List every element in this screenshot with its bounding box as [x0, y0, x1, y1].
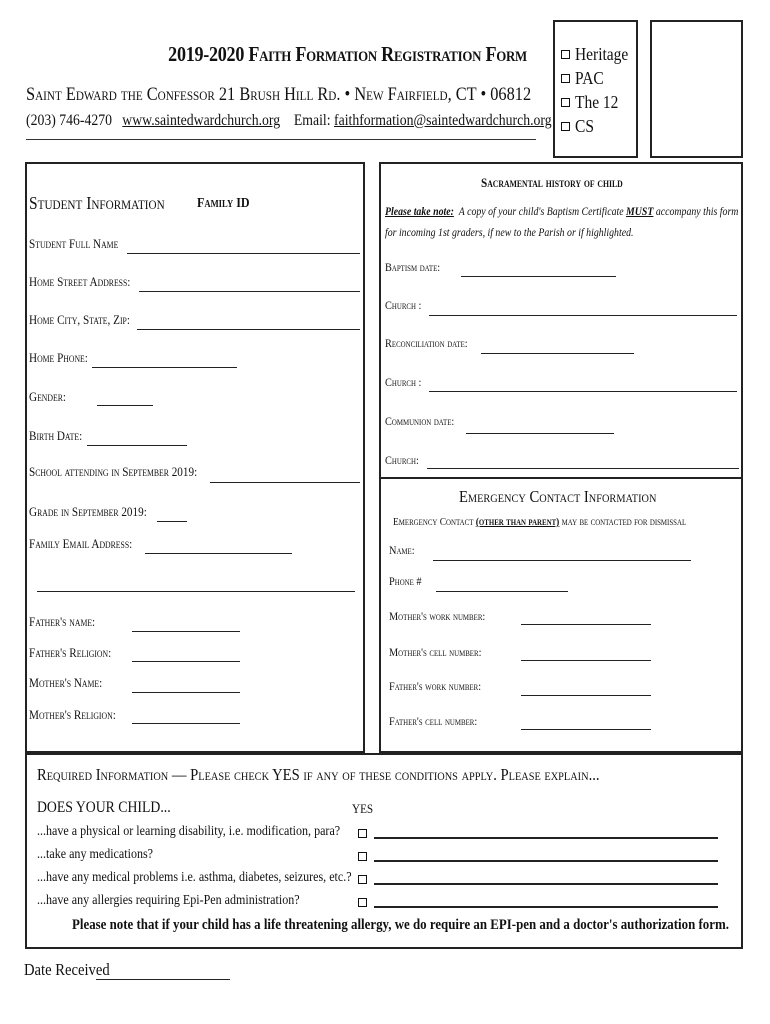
baptism-date-label: Baptism date: — [385, 260, 441, 274]
email-label: Email: — [293, 112, 331, 129]
mother-religion-field[interactable] — [132, 723, 240, 724]
student-heading: Student Information — [29, 193, 165, 213]
family-email-field-2[interactable] — [37, 591, 355, 592]
required-heading: Required Information — Please check YES if any of these conditions apply. Please explain... — [37, 765, 600, 784]
father-religion-label: Father's Religion: — [29, 645, 112, 660]
website-link[interactable]: www.saintedwardchurch.org — [122, 112, 281, 129]
header-divider — [26, 139, 536, 140]
date-received-field[interactable] — [96, 979, 230, 980]
school-label: School attending in September 2019: — [29, 464, 198, 479]
street-label: Home Street Address: — [29, 274, 131, 289]
required-information-panel — [25, 753, 743, 949]
parish-phone: (203) 746-4270 — [26, 112, 112, 129]
father-cell-label: Father's cell number: — [389, 714, 478, 728]
allergies-explain-field[interactable] — [374, 906, 718, 908]
emergency-sub-1: Emergency Contact — [393, 516, 474, 528]
question-disability: ...have a physical or learning disability, i.e. modification, para? — [37, 824, 341, 839]
date-received-label: Date Received — [24, 960, 110, 979]
mother-work-label: Mother's work number: — [389, 609, 486, 623]
pac-checkbox[interactable] — [561, 74, 570, 83]
family-email-label: Family Email Address: — [29, 536, 133, 551]
the12-checkbox[interactable] — [561, 98, 570, 107]
heritage-checkbox[interactable] — [561, 50, 570, 59]
gender-field[interactable] — [97, 405, 153, 406]
church-2-label: Church : — [385, 375, 422, 389]
church-1-label: Church : — [385, 298, 422, 312]
office-use-box — [650, 20, 743, 158]
street-field[interactable] — [139, 291, 360, 292]
allergies-yes-checkbox[interactable] — [358, 898, 367, 907]
medications-yes-checkbox[interactable] — [358, 852, 367, 861]
parish-address: Saint Edward the Confessor 21 Brush Hill Rd. • New Fairfield, CT • 06812 — [26, 84, 532, 105]
emergency-subtitle — [393, 516, 686, 528]
question-medical-problems: ...have any medical problems i.e. asthma, diabetes, seizures, etc.? — [37, 870, 352, 885]
emergency-contact-panel — [379, 479, 743, 753]
does-your-child-label: DOES YOUR CHILD... — [37, 799, 171, 816]
home-phone-field[interactable] — [92, 367, 237, 368]
email-link[interactable]: faithformation@saintedwardchurch.org — [334, 112, 552, 129]
mother-cell-label: Mother's cell number: — [389, 645, 482, 659]
sacramental-history-panel — [379, 162, 743, 479]
note-label: Please take note: — [385, 204, 454, 218]
birth-date-label: Birth Date: — [29, 428, 83, 443]
epipen-footnote: Please note that if your child has a life threatening allergy, we do require an EPI-pen and a doctor's authorization form. — [72, 917, 729, 933]
father-religion-field[interactable] — [132, 661, 240, 662]
communion-date-field[interactable] — [466, 433, 614, 434]
grade-field[interactable] — [157, 521, 187, 522]
question-medications: ...take any medications? — [37, 847, 154, 862]
mother-name-label: Mother's Name: — [29, 675, 103, 690]
family-email-field[interactable] — [145, 553, 292, 554]
emergency-sub-bold: (other than parent) — [475, 516, 560, 528]
pac-label: PAC — [575, 68, 604, 88]
emergency-name-field[interactable] — [433, 560, 691, 561]
full-name-label: Student Full Name — [29, 236, 119, 251]
full-name-field[interactable] — [127, 253, 360, 254]
note-text-3: for incoming 1st graders, if new to the Parish or if highlighted. — [385, 225, 634, 239]
contact-line — [26, 112, 552, 130]
gender-label: Gender: — [29, 389, 66, 404]
reconciliation-date-field[interactable] — [481, 353, 634, 354]
city-field[interactable] — [137, 329, 360, 330]
father-cell-field[interactable] — [521, 729, 651, 730]
note-text-2: accompany this form — [655, 204, 739, 218]
grade-label: Grade in September 2019: — [29, 504, 147, 519]
medical-problems-yes-checkbox[interactable] — [358, 875, 367, 884]
reconciliation-date-label: Reconciliation date: — [385, 336, 468, 350]
student-information-panel — [25, 162, 365, 753]
form-title: 2019-2020 Faith Formation Registration Form — [168, 42, 527, 66]
yes-column-header: YES — [352, 801, 374, 816]
father-work-field[interactable] — [521, 695, 651, 696]
medications-explain-field[interactable] — [374, 860, 718, 862]
father-name-field[interactable] — [132, 631, 240, 632]
sacramental-note — [385, 204, 738, 219]
mother-work-field[interactable] — [521, 624, 651, 625]
father-name-label: Father's name: — [29, 614, 96, 629]
note-must: MUST — [626, 204, 654, 218]
church-3-label: Church: — [385, 453, 419, 467]
note-text-1: A copy of your child's Baptism Certificate — [458, 204, 624, 218]
birth-date-field[interactable] — [87, 445, 187, 446]
church-2-field[interactable] — [429, 391, 737, 392]
medical-problems-explain-field[interactable] — [374, 883, 718, 885]
father-work-label: Father's work number: — [389, 679, 482, 693]
emergency-sub-2: may be contacted for dismissal — [561, 516, 687, 528]
home-phone-label: Home Phone: — [29, 350, 88, 365]
emergency-name-label: Name: — [389, 543, 415, 557]
city-label: Home City, State, Zip: — [29, 312, 130, 327]
question-allergies: ...have any allergies requiring Epi-Pen administration? — [37, 893, 300, 908]
mother-religion-label: Mother's Religion: — [29, 707, 116, 722]
emergency-phone-label: Phone # — [389, 574, 422, 588]
sacramental-heading: Sacramental history of child — [481, 175, 623, 190]
emergency-heading: Emergency Contact Information — [459, 487, 657, 506]
parish-program-box — [553, 20, 638, 158]
mother-name-field[interactable] — [132, 692, 240, 693]
emergency-phone-field[interactable] — [436, 591, 568, 592]
baptism-date-field[interactable] — [461, 276, 616, 277]
school-field[interactable] — [210, 482, 360, 483]
heritage-label: Heritage — [575, 44, 629, 64]
mother-cell-field[interactable] — [521, 660, 651, 661]
communion-date-label: Communion date: — [385, 414, 455, 428]
cs-label: CS — [575, 116, 594, 136]
church-3-field[interactable] — [427, 468, 739, 469]
disability-yes-checkbox[interactable] — [358, 829, 367, 838]
family-id-label: Family ID — [197, 196, 250, 211]
disability-explain-field[interactable] — [374, 837, 718, 839]
cs-checkbox[interactable] — [561, 122, 570, 131]
church-1-field[interactable] — [429, 315, 737, 316]
the12-label: The 12 — [575, 92, 619, 112]
